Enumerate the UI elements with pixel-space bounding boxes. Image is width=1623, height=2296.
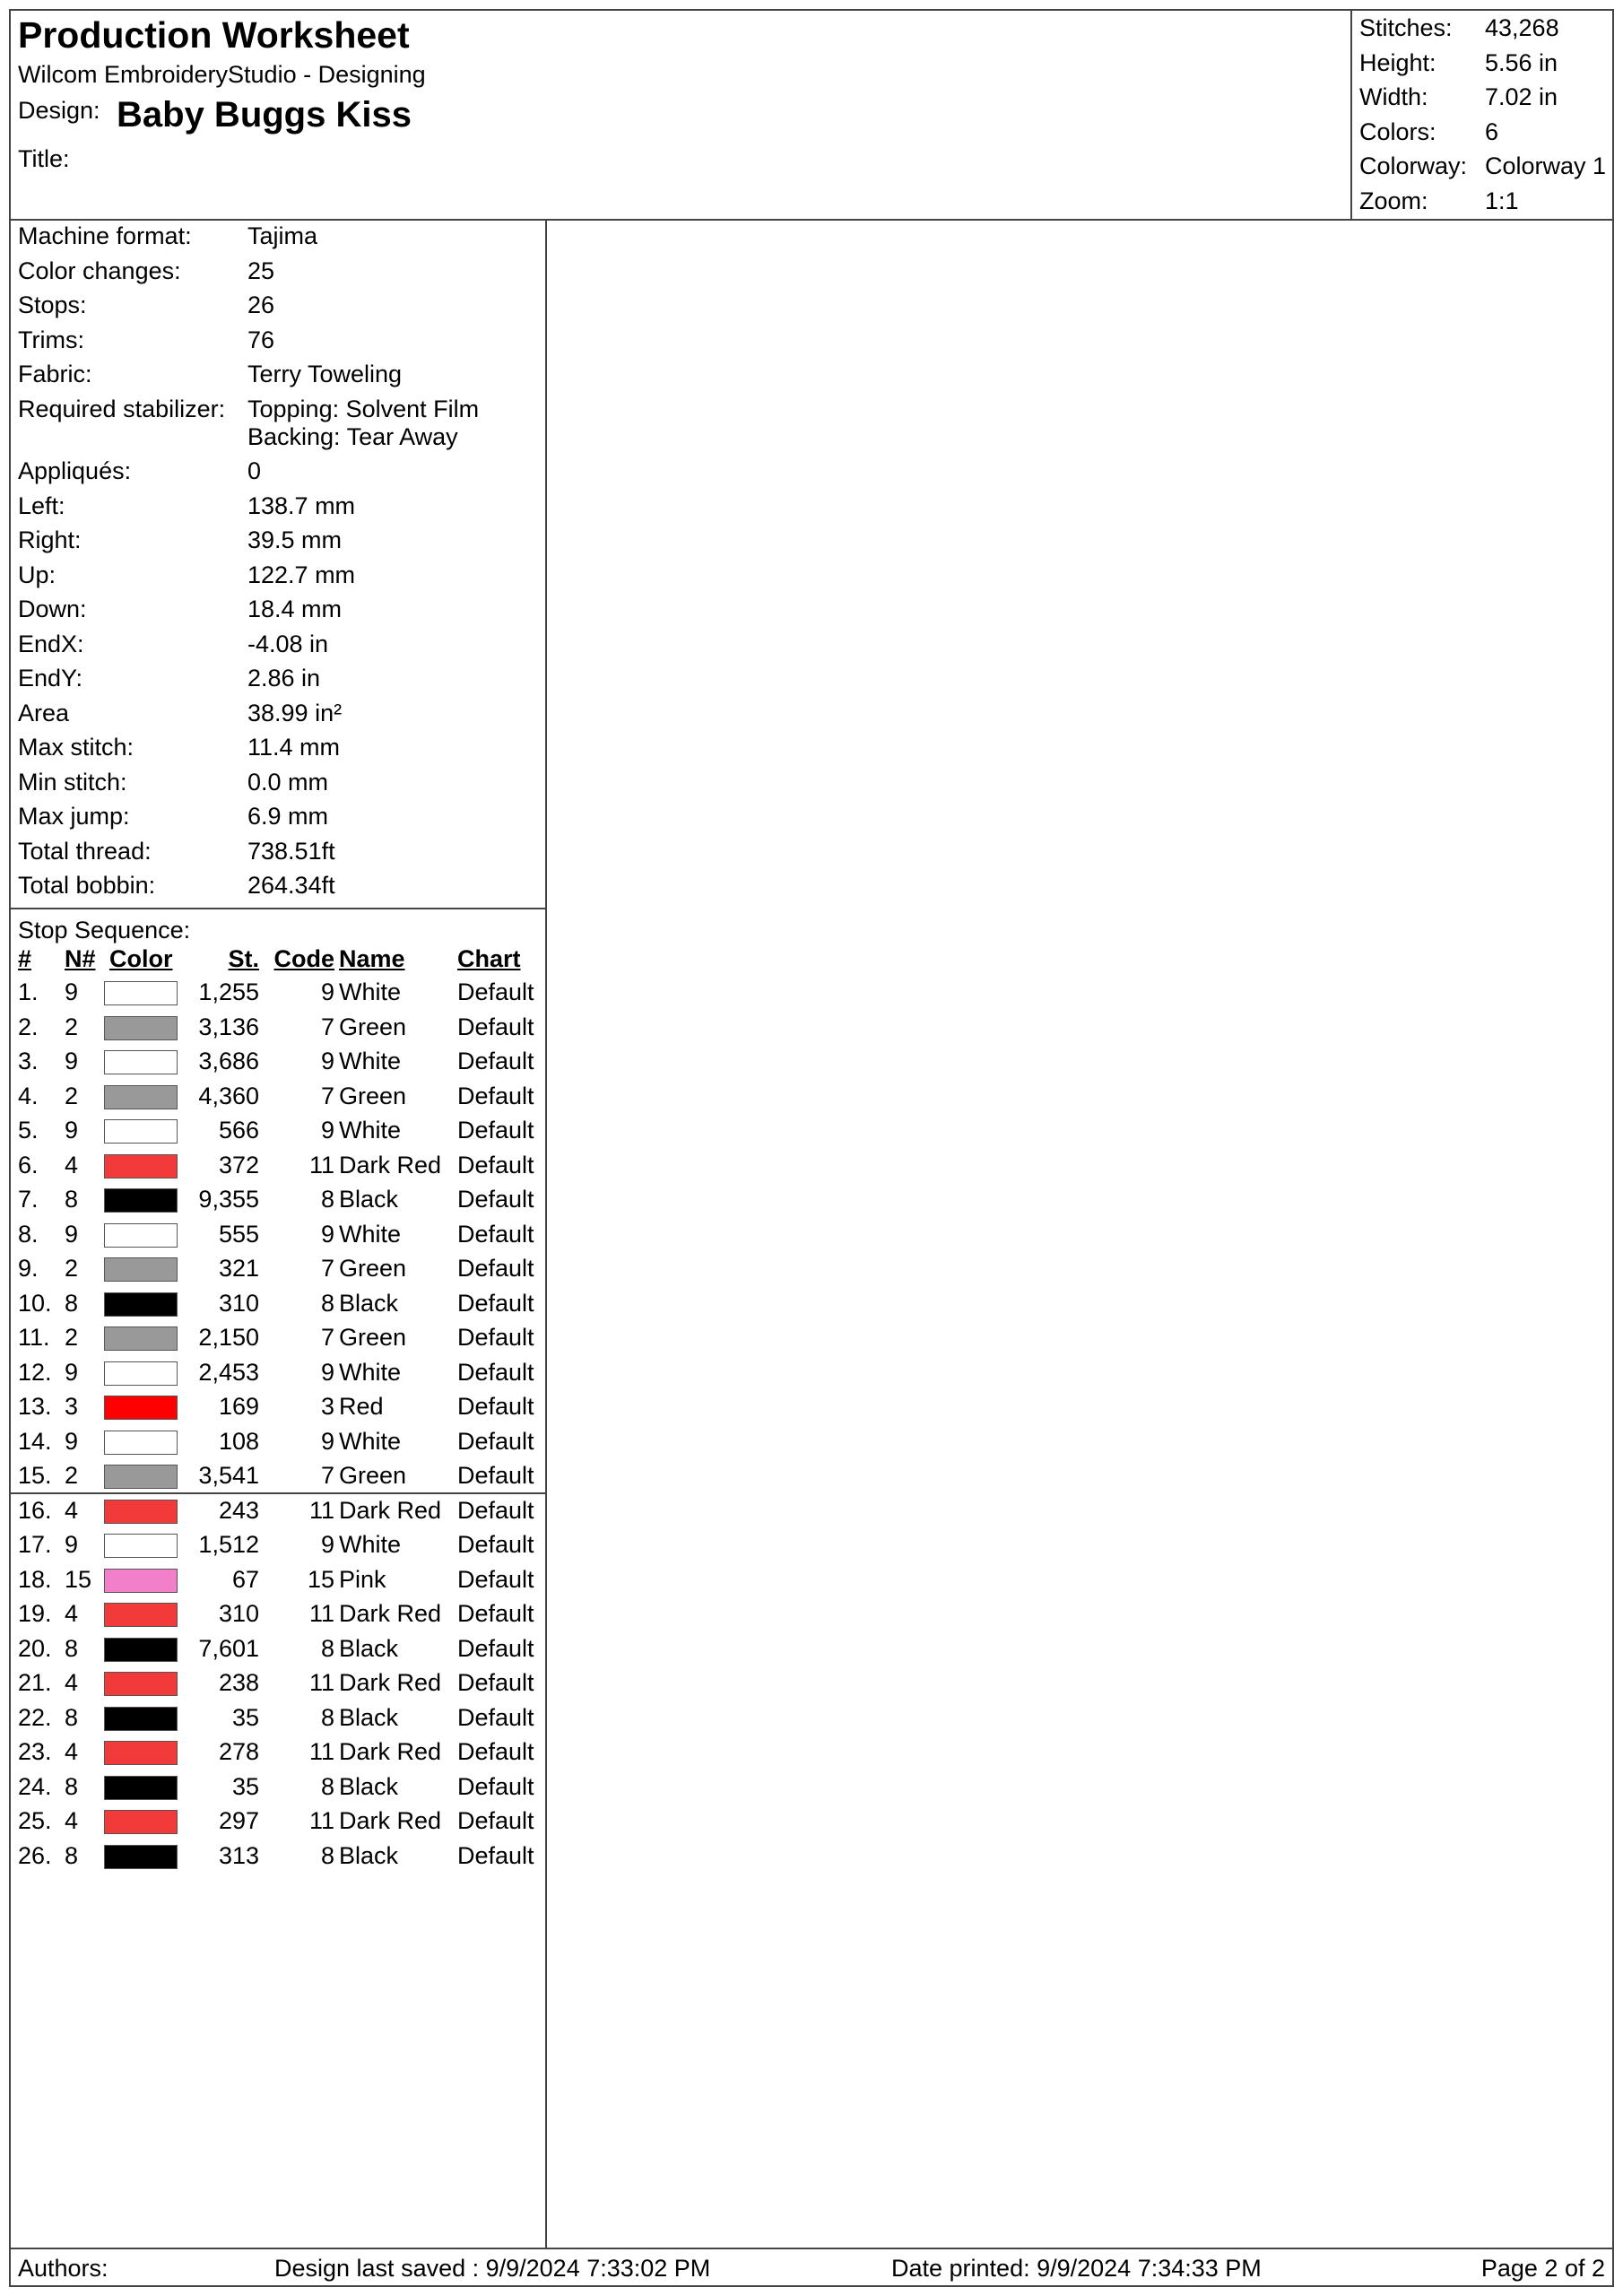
thread-code: 9 xyxy=(320,1358,334,1386)
stitch-count: 1,512 xyxy=(198,1531,259,1558)
stitch-count: 7,601 xyxy=(198,1634,259,1662)
summary-value: 1:1 xyxy=(1485,187,1519,214)
stop-number: 15. xyxy=(18,1462,52,1489)
info-value: Topping: Solvent Film xyxy=(247,395,480,422)
stop-number: 22. xyxy=(18,1703,52,1731)
info-label: Total thread: xyxy=(18,837,152,865)
thread-code: 9 xyxy=(320,1117,334,1144)
info-label: Down: xyxy=(18,596,87,622)
stitch-count: 238 xyxy=(218,1669,259,1696)
needle-number: 9 xyxy=(65,1531,79,1558)
column-header-chart: Chart xyxy=(457,945,521,972)
needle-number: 9 xyxy=(65,1220,79,1248)
info-label: Left: xyxy=(18,491,65,519)
column-header-color: Color xyxy=(109,945,173,972)
thread-chart: Default xyxy=(457,1669,534,1696)
worksheet-page xyxy=(9,9,1614,2287)
thread-name: White xyxy=(339,1220,402,1248)
thread-chart: Default xyxy=(457,1565,534,1593)
info-value: Backing: Tear Away xyxy=(247,422,458,450)
thread-name: Green xyxy=(339,1255,407,1282)
thread-chart: Default xyxy=(457,1393,534,1420)
info-value: 26 xyxy=(247,291,275,318)
thread-chart: Default xyxy=(457,1048,534,1074)
color-swatch xyxy=(104,1431,178,1455)
stop-number: 2. xyxy=(18,1013,39,1040)
info-value: 76 xyxy=(247,326,275,353)
color-swatch xyxy=(104,1292,178,1317)
info-value: Tajima xyxy=(247,222,318,249)
thread-name: Black xyxy=(339,1634,399,1662)
color-swatch xyxy=(104,1085,178,1109)
thread-name: Dark Red xyxy=(339,1151,442,1178)
thread-code: 11 xyxy=(308,1669,334,1696)
info-value: 0 xyxy=(247,457,262,484)
column-header-stitches: St. xyxy=(228,945,259,972)
thread-code: 15 xyxy=(307,1565,334,1593)
stop-number: 16. xyxy=(18,1496,52,1524)
stop-number: 3. xyxy=(18,1048,39,1074)
needle-number: 2 xyxy=(65,1255,79,1282)
needle-number: 15 xyxy=(65,1565,92,1593)
color-swatch xyxy=(104,1603,178,1627)
stitch-count: 297 xyxy=(218,1807,259,1834)
stitch-count: 35 xyxy=(231,1772,259,1800)
stitch-count: 278 xyxy=(218,1738,259,1765)
page-title: Production Worksheet xyxy=(18,14,410,56)
thread-chart: Default xyxy=(457,1496,534,1524)
stop-number: 18. xyxy=(18,1565,52,1593)
stop-number: 4. xyxy=(18,1082,39,1109)
needle-number: 4 xyxy=(65,1151,79,1178)
info-label: Max jump: xyxy=(18,803,130,830)
color-swatch xyxy=(104,1638,178,1662)
stop-number: 14. xyxy=(18,1427,52,1455)
thread-code: 9 xyxy=(320,1048,334,1074)
stop-number: 24. xyxy=(18,1772,52,1800)
thread-name: Black xyxy=(339,1703,399,1731)
info-label: EndY: xyxy=(18,665,83,691)
stitch-count: 4,360 xyxy=(198,1082,259,1109)
color-swatch xyxy=(104,1188,178,1213)
thread-code: 8 xyxy=(320,1772,334,1800)
info-label: Fabric: xyxy=(18,361,92,387)
column-header-code: Code xyxy=(273,945,334,972)
needle-number: 8 xyxy=(65,1841,79,1869)
info-label: Up: xyxy=(18,561,56,588)
software-name: Wilcom EmbroideryStudio - Designing xyxy=(18,61,426,88)
column-header-needle: N# xyxy=(65,945,96,972)
needle-number: 4 xyxy=(65,1496,79,1524)
color-swatch xyxy=(104,1465,178,1489)
thread-name: White xyxy=(339,1427,402,1455)
thread-code: 8 xyxy=(320,1841,334,1869)
info-value: 39.5 mm xyxy=(247,526,343,553)
needle-number: 4 xyxy=(65,1807,79,1834)
thread-name: White xyxy=(339,1531,402,1558)
info-value: 38.99 in² xyxy=(247,699,343,726)
thread-code: 11 xyxy=(308,1600,334,1627)
summary-value: 7.02 in xyxy=(1485,83,1558,110)
stop-number: 12. xyxy=(18,1358,52,1386)
info-value: 25 xyxy=(247,257,275,284)
needle-number: 3 xyxy=(65,1393,79,1420)
thread-chart: Default xyxy=(457,1255,534,1282)
thread-code: 9 xyxy=(320,978,334,1005)
footer-date-printed: Date printed: 9/9/2024 7:34:33 PM xyxy=(891,2255,1262,2282)
thread-chart: Default xyxy=(457,1082,534,1109)
info-label: EndX: xyxy=(18,630,84,657)
needle-number: 8 xyxy=(65,1772,79,1800)
details-column xyxy=(11,219,547,2248)
stitch-count: 566 xyxy=(218,1117,259,1144)
stitch-count: 1,255 xyxy=(198,978,259,1005)
needle-number: 9 xyxy=(65,1048,79,1074)
color-swatch xyxy=(104,981,178,1005)
thread-name: Black xyxy=(339,1772,399,1800)
thread-code: 9 xyxy=(320,1427,334,1455)
stitch-count: 3,136 xyxy=(198,1013,259,1040)
stitch-count: 2,150 xyxy=(198,1324,259,1351)
info-value: 264.34ft xyxy=(247,872,335,899)
footer-authors: Authors: xyxy=(18,2255,108,2282)
summary-label: Colors: xyxy=(1359,117,1436,145)
info-value: 18.4 mm xyxy=(247,596,343,622)
stitch-count: 313 xyxy=(218,1841,259,1869)
info-label: Machine format: xyxy=(18,222,192,249)
thread-chart: Default xyxy=(457,1289,534,1317)
stitch-count: 35 xyxy=(231,1703,259,1731)
stitch-count: 108 xyxy=(218,1427,259,1455)
thread-name: Black xyxy=(339,1186,399,1213)
summary-value: 6 xyxy=(1485,117,1499,145)
thread-code: 8 xyxy=(320,1186,334,1213)
stitch-count: 310 xyxy=(218,1600,259,1627)
info-label: Color changes: xyxy=(18,257,181,284)
stop-number: 9. xyxy=(18,1255,39,1282)
needle-number: 2 xyxy=(65,1013,79,1040)
info-label: Required stabilizer: xyxy=(18,395,226,422)
summary-label: Colorway: xyxy=(1359,152,1468,179)
column-header-num: # xyxy=(18,945,32,972)
design-label: Design: xyxy=(18,97,100,124)
stop-number: 6. xyxy=(18,1151,39,1178)
summary-label: Zoom: xyxy=(1359,187,1428,214)
stop-number: 8. xyxy=(18,1220,39,1248)
color-swatch xyxy=(104,1119,178,1144)
summary-value: Colorway 1 xyxy=(1485,152,1607,179)
info-value: 0.0 mm xyxy=(247,768,329,796)
thread-code: 11 xyxy=(308,1738,334,1765)
thread-name: Green xyxy=(339,1324,407,1351)
thread-chart: Default xyxy=(457,1427,534,1455)
stitch-count: 169 xyxy=(218,1393,259,1420)
color-swatch xyxy=(104,1810,178,1834)
thread-chart: Default xyxy=(457,1807,534,1834)
thread-chart: Default xyxy=(457,1531,534,1558)
color-swatch xyxy=(104,1050,178,1074)
thread-name: White xyxy=(339,978,402,1005)
needle-number: 2 xyxy=(65,1324,79,1351)
thread-code: 8 xyxy=(320,1634,334,1662)
thread-code: 7 xyxy=(320,1324,334,1351)
color-swatch xyxy=(104,1534,178,1558)
stitch-count: 9,355 xyxy=(198,1186,259,1213)
worksheet-header xyxy=(11,11,1612,221)
thread-chart: Default xyxy=(457,1600,534,1627)
thread-name: Dark Red xyxy=(339,1807,442,1834)
thread-chart: Default xyxy=(457,1013,534,1040)
color-swatch xyxy=(104,1154,178,1178)
color-swatch xyxy=(104,1396,178,1420)
thread-code: 9 xyxy=(320,1220,334,1248)
thread-chart: Default xyxy=(457,1186,534,1213)
thread-code: 11 xyxy=(308,1807,334,1834)
color-swatch xyxy=(104,1223,178,1248)
footer-page-number: Page 2 of 2 xyxy=(1480,2255,1605,2282)
info-value: 738.51ft xyxy=(247,837,335,865)
stop-number: 17. xyxy=(18,1531,52,1558)
thread-chart: Default xyxy=(457,1117,534,1144)
thread-chart: Default xyxy=(457,1358,534,1386)
info-label: Min stitch: xyxy=(18,768,127,796)
column-header-name: Name xyxy=(339,945,405,972)
summary-value: 43,268 xyxy=(1485,14,1559,41)
info-value: 122.7 mm xyxy=(247,561,356,588)
info-label: Right: xyxy=(18,526,82,553)
color-swatch xyxy=(104,1361,178,1386)
thread-chart: Default xyxy=(457,1220,534,1248)
info-value: 6.9 mm xyxy=(247,803,329,830)
stop-number: 10. xyxy=(18,1289,52,1317)
thread-code: 7 xyxy=(320,1013,334,1040)
needle-number: 9 xyxy=(65,1427,79,1455)
footer-last-saved: Design last saved : 9/9/2024 7:33:02 PM xyxy=(274,2255,711,2282)
info-value: 11.4 mm xyxy=(247,734,341,761)
stop-number: 1. xyxy=(18,978,39,1005)
thread-name: Green xyxy=(339,1013,407,1040)
stitch-count: 310 xyxy=(218,1289,259,1317)
color-swatch xyxy=(104,1326,178,1351)
info-value: -4.08 in xyxy=(247,630,329,657)
thread-code: 11 xyxy=(308,1151,334,1178)
design-info xyxy=(11,219,545,909)
color-swatch xyxy=(104,1672,178,1696)
title-label: Title: xyxy=(18,145,70,172)
thread-name: Pink xyxy=(339,1565,386,1593)
stitch-count: 67 xyxy=(231,1565,259,1593)
summary-box xyxy=(1350,11,1614,219)
thread-code: 11 xyxy=(308,1496,334,1524)
design-name: Baby Buggs Kiss xyxy=(117,95,412,135)
thread-chart: Default xyxy=(457,1703,534,1731)
color-swatch xyxy=(104,1741,178,1765)
stitch-count: 372 xyxy=(218,1151,259,1178)
thread-name: Black xyxy=(339,1289,399,1317)
info-label: Stops: xyxy=(18,291,87,318)
stop-sequence-title: Stop Sequence: xyxy=(18,917,191,944)
needle-number: 8 xyxy=(65,1186,79,1213)
stop-number: 21. xyxy=(18,1669,52,1696)
color-swatch xyxy=(104,1500,178,1524)
color-swatch xyxy=(104,1016,178,1040)
info-value: Terry Toweling xyxy=(247,361,403,387)
summary-label: Height: xyxy=(1359,48,1436,76)
info-value: 138.7 mm xyxy=(247,491,356,519)
stitch-count: 321 xyxy=(218,1255,259,1282)
color-swatch xyxy=(104,1257,178,1282)
needle-number: 9 xyxy=(65,1117,79,1144)
thread-chart: Default xyxy=(457,1841,534,1869)
info-value: 2.86 in xyxy=(247,665,321,691)
thread-name: Dark Red xyxy=(339,1600,442,1627)
needle-number: 9 xyxy=(65,978,79,1005)
thread-name: White xyxy=(339,1117,402,1144)
thread-chart: Default xyxy=(457,1324,534,1351)
thread-name: Green xyxy=(339,1082,407,1109)
info-label: Trims: xyxy=(18,326,84,353)
needle-number: 4 xyxy=(65,1738,79,1765)
summary-label: Width: xyxy=(1359,83,1428,110)
thread-name: Red xyxy=(339,1393,384,1420)
stop-sequence xyxy=(11,909,545,1869)
needle-number: 8 xyxy=(65,1703,79,1731)
needle-number: 8 xyxy=(65,1634,79,1662)
thread-chart: Default xyxy=(457,1151,534,1178)
needle-number: 2 xyxy=(65,1082,79,1109)
stop-number: 19. xyxy=(18,1600,52,1627)
worksheet-footer xyxy=(11,2248,1612,2287)
thread-name: Green xyxy=(339,1462,407,1489)
thread-name: Black xyxy=(339,1841,399,1869)
thread-name: Dark Red xyxy=(339,1669,442,1696)
stitch-count: 555 xyxy=(218,1220,259,1248)
info-label: Area xyxy=(18,699,70,726)
stop-number: 13. xyxy=(18,1393,52,1420)
thread-code: 7 xyxy=(320,1082,334,1109)
stop-number: 20. xyxy=(18,1634,52,1662)
info-label: Appliqués: xyxy=(18,457,132,484)
thread-chart: Default xyxy=(457,978,534,1005)
color-swatch xyxy=(104,1569,178,1593)
stop-number: 7. xyxy=(18,1186,39,1213)
thread-name: White xyxy=(339,1358,402,1386)
thread-code: 3 xyxy=(320,1393,334,1420)
thread-name: White xyxy=(339,1048,402,1074)
thread-chart: Default xyxy=(457,1738,534,1765)
stop-number: 11. xyxy=(18,1324,50,1351)
summary-label: Stitches: xyxy=(1359,14,1453,41)
color-swatch xyxy=(104,1845,178,1869)
needle-number: 9 xyxy=(65,1358,79,1386)
thread-code: 9 xyxy=(320,1531,334,1558)
stop-number: 26. xyxy=(18,1841,52,1869)
thread-chart: Default xyxy=(457,1462,534,1489)
thread-chart: Default xyxy=(457,1634,534,1662)
stop-number: 25. xyxy=(18,1807,52,1834)
info-label: Total bobbin: xyxy=(18,872,156,899)
thread-code: 8 xyxy=(320,1289,334,1317)
thread-code: 8 xyxy=(320,1703,334,1731)
needle-number: 4 xyxy=(65,1669,79,1696)
stop-number: 23. xyxy=(18,1738,52,1765)
needle-number: 4 xyxy=(65,1600,79,1627)
stitch-count: 2,453 xyxy=(198,1358,259,1386)
thread-chart: Default xyxy=(457,1772,534,1800)
color-swatch xyxy=(104,1776,178,1800)
thread-code: 7 xyxy=(320,1255,334,1282)
stitch-count: 3,541 xyxy=(198,1462,259,1489)
thread-code: 7 xyxy=(320,1462,334,1489)
needle-number: 2 xyxy=(65,1462,79,1489)
color-swatch xyxy=(104,1707,178,1731)
info-label: Max stitch: xyxy=(18,734,135,761)
thread-name: Dark Red xyxy=(339,1496,442,1524)
stop-number: 5. xyxy=(18,1117,39,1144)
stitch-count: 243 xyxy=(218,1496,259,1524)
stitch-count: 3,686 xyxy=(198,1048,259,1074)
needle-number: 8 xyxy=(65,1289,79,1317)
summary-value: 5.56 in xyxy=(1485,48,1558,76)
thread-name: Dark Red xyxy=(339,1738,442,1765)
